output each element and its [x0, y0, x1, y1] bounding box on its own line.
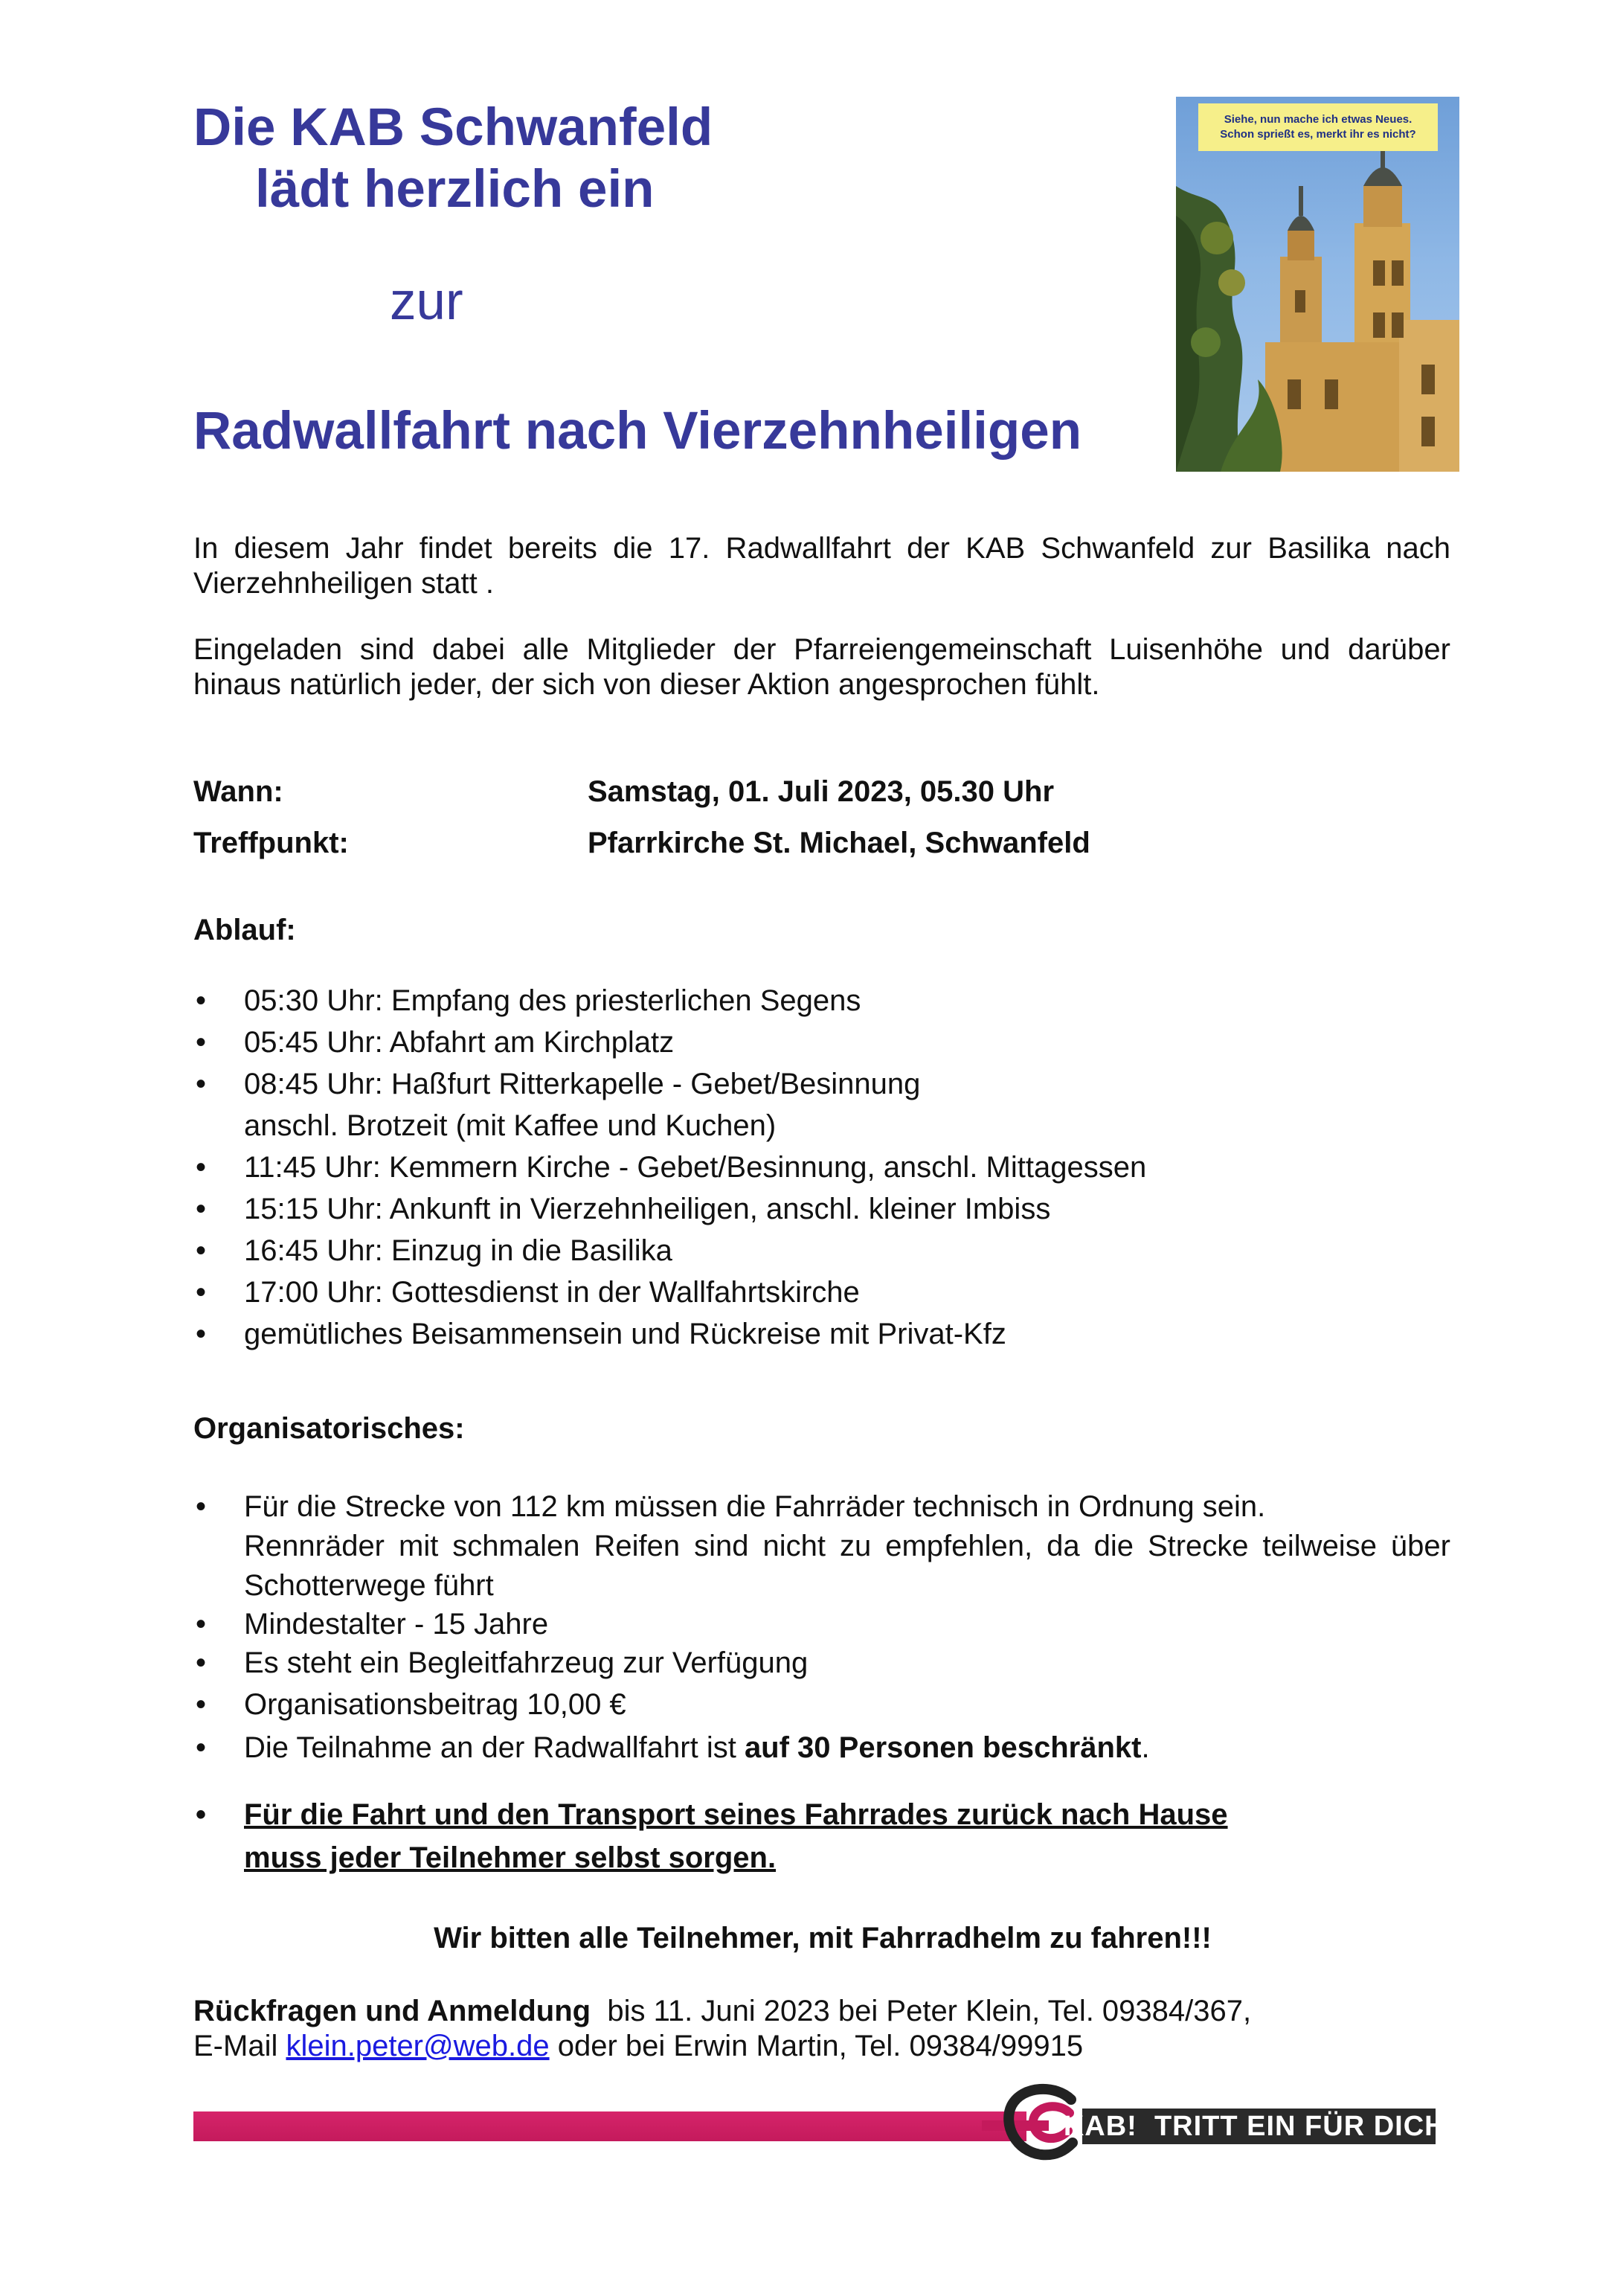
bullet-icon: • [195, 1731, 206, 1764]
when-value: Samstag, 01. Juli 2023, 05.30 Uhr [588, 775, 1055, 808]
schedule-item: • 17:00 Uhr: Gottesdienst in der Wallfahrtskirche [193, 1272, 1450, 1313]
schedule-item: • 15:15 Uhr: Ankunft in Vierzehnheiligen, anschl. kleiner Imbiss [193, 1188, 1450, 1230]
bullet-icon: • [195, 1490, 206, 1523]
organisation-item-detail: Rennräder mit schmalen Reifen sind nicht zu empfehlen, da die Strecke teilweise über Schotterwege führt [244, 1530, 1450, 1602]
transport-note-line1: Für die Fahrt und den Transport seines Fahrrades zurück nach Hause [244, 1798, 1228, 1831]
intro-paragraph-2: Eingeladen sind dabei alle Mitglieder der Pfarreiengemeinschaft Luisenhöhe und darüber hinaus natürlich jeder, der sich von dieser Aktion angesprochen fühlt. [193, 633, 1450, 701]
meeting-point-value: Pfarrkirche St. Michael, Schwanfeld [588, 827, 1090, 859]
bullet-icon: • [195, 1068, 206, 1100]
bullet-icon: • [195, 1798, 206, 1831]
organisation-item: • Für die Strecke von 112 km müssen die Fahrräder technisch in Ordnung sein. Rennräder mit schmalen Reifen sind nicht zu empfehlen, da die Strecke teilweise über Schotterwege führt [193, 1487, 1450, 1606]
organisation-heading: Organisatorisches: [193, 1412, 465, 1445]
when-label: Wann: [193, 775, 283, 808]
slogan-text: KAB! TRITT EIN FÜR DICH. [1063, 2111, 1455, 2142]
transport-note [193, 1793, 1450, 1879]
organisation-item: • Mindestalter - 15 Jahre [193, 1606, 1450, 1643]
contact-line2: E-Mail klein.peter@web.de oder bei Erwin Martin, Tel. 09384/99915 [193, 2030, 1084, 2062]
bullet-icon: • [195, 1276, 206, 1309]
photo-caption-line2: Schon sprießt es, merkt ihr es nicht? [1220, 128, 1416, 141]
basilica-illustration [1176, 97, 1459, 472]
schedule-list [193, 980, 1450, 1355]
schedule-heading: Ablauf: [193, 914, 296, 946]
schedule-item: • 08:45 Uhr: Haßfurt Ritterkapelle - Gebet/Besinnung anschl. Brotzeit (mit Kaffee und Kuchen) [193, 1063, 1450, 1147]
participant-limit: auf 30 Personen beschränkt [744, 1731, 1142, 1764]
schedule-item: • 11:45 Uhr: Kemmern Kirche - Gebet/Besinnung, anschl. Mittagessen [193, 1147, 1450, 1188]
organisation-item: • Organisationsbeitrag 10,00 € [193, 1683, 1450, 1726]
title-zur: zur [390, 272, 463, 331]
bullet-icon: • [195, 1026, 206, 1059]
schedule-item: • 05:30 Uhr: Empfang des priesterlichen Segens [193, 980, 1450, 1022]
page-title: Radwallfahrt nach Vierzehnheiligen [193, 402, 1082, 461]
footer-bar [193, 2111, 1026, 2141]
bullet-icon: • [195, 1151, 206, 1184]
organisation-item: • Es steht ein Begleitfahrzeug zur Verfügung [193, 1643, 1450, 1683]
bullet-icon: • [195, 1646, 206, 1679]
organisation-list [193, 1487, 1450, 1769]
schedule-item: • gemütliches Beisammensein und Rückreise mit Privat-Kfz [193, 1313, 1450, 1355]
intro-paragraph-1: In diesem Jahr findet bereits die 17. Radwallfahrt der KAB Schwanfeld zur Basilika nach Vierzehnheiligen statt . [193, 532, 1450, 600]
bullet-icon: • [195, 1234, 206, 1267]
contact-line1 [193, 1994, 1251, 2029]
photo-caption [1198, 103, 1438, 151]
helmet-notice: Wir bitten alle Teilnehmer, mit Fahrradhelm zu fahren!!! [434, 1922, 1212, 1955]
basilica-photo [1176, 97, 1459, 472]
bullet-icon: • [195, 984, 206, 1017]
schedule-item-continuation: anschl. Brotzeit (mit Kaffee und Kuchen) [244, 1109, 777, 1142]
transport-note-line2: muss jeder Teilnehmer selbst sorgen. [244, 1841, 777, 1874]
photo-caption-line1: Siehe, nun mache ich etwas Neues. [1224, 113, 1413, 126]
contact-details-2: oder bei Erwin Martin, Tel. 09384/99915 [549, 2030, 1084, 2062]
schedule-item: • 16:45 Uhr: Einzug in die Basilika [193, 1230, 1450, 1272]
bullet-icon: • [195, 1193, 206, 1225]
title-line2: lädt herzlich ein [255, 160, 655, 219]
transport-note-item [193, 1793, 1450, 1879]
slogan-box [1063, 2109, 1455, 2144]
email-link[interactable]: klein.peter@web.de [286, 2030, 550, 2062]
footer-banner [193, 2083, 1455, 2165]
meeting-point-label: Treffpunkt: [193, 827, 349, 859]
organisation-item: • Die Teilnahme an der Radwallfahrt ist auf 30 Personen beschränkt. [193, 1726, 1450, 1769]
bullet-icon: • [195, 1688, 206, 1721]
bullet-icon: • [195, 1318, 206, 1350]
title-line1: Die KAB Schwanfeld [193, 98, 713, 157]
contact-details: bis 11. Juni 2023 bei Peter Klein, Tel. 09384/367, [591, 1995, 1252, 2027]
bullet-icon: • [195, 1608, 206, 1641]
contact-label: Rückfragen und Anmeldung [193, 1995, 591, 2027]
schedule-item: • 05:45 Uhr: Abfahrt am Kirchplatz [193, 1022, 1450, 1063]
